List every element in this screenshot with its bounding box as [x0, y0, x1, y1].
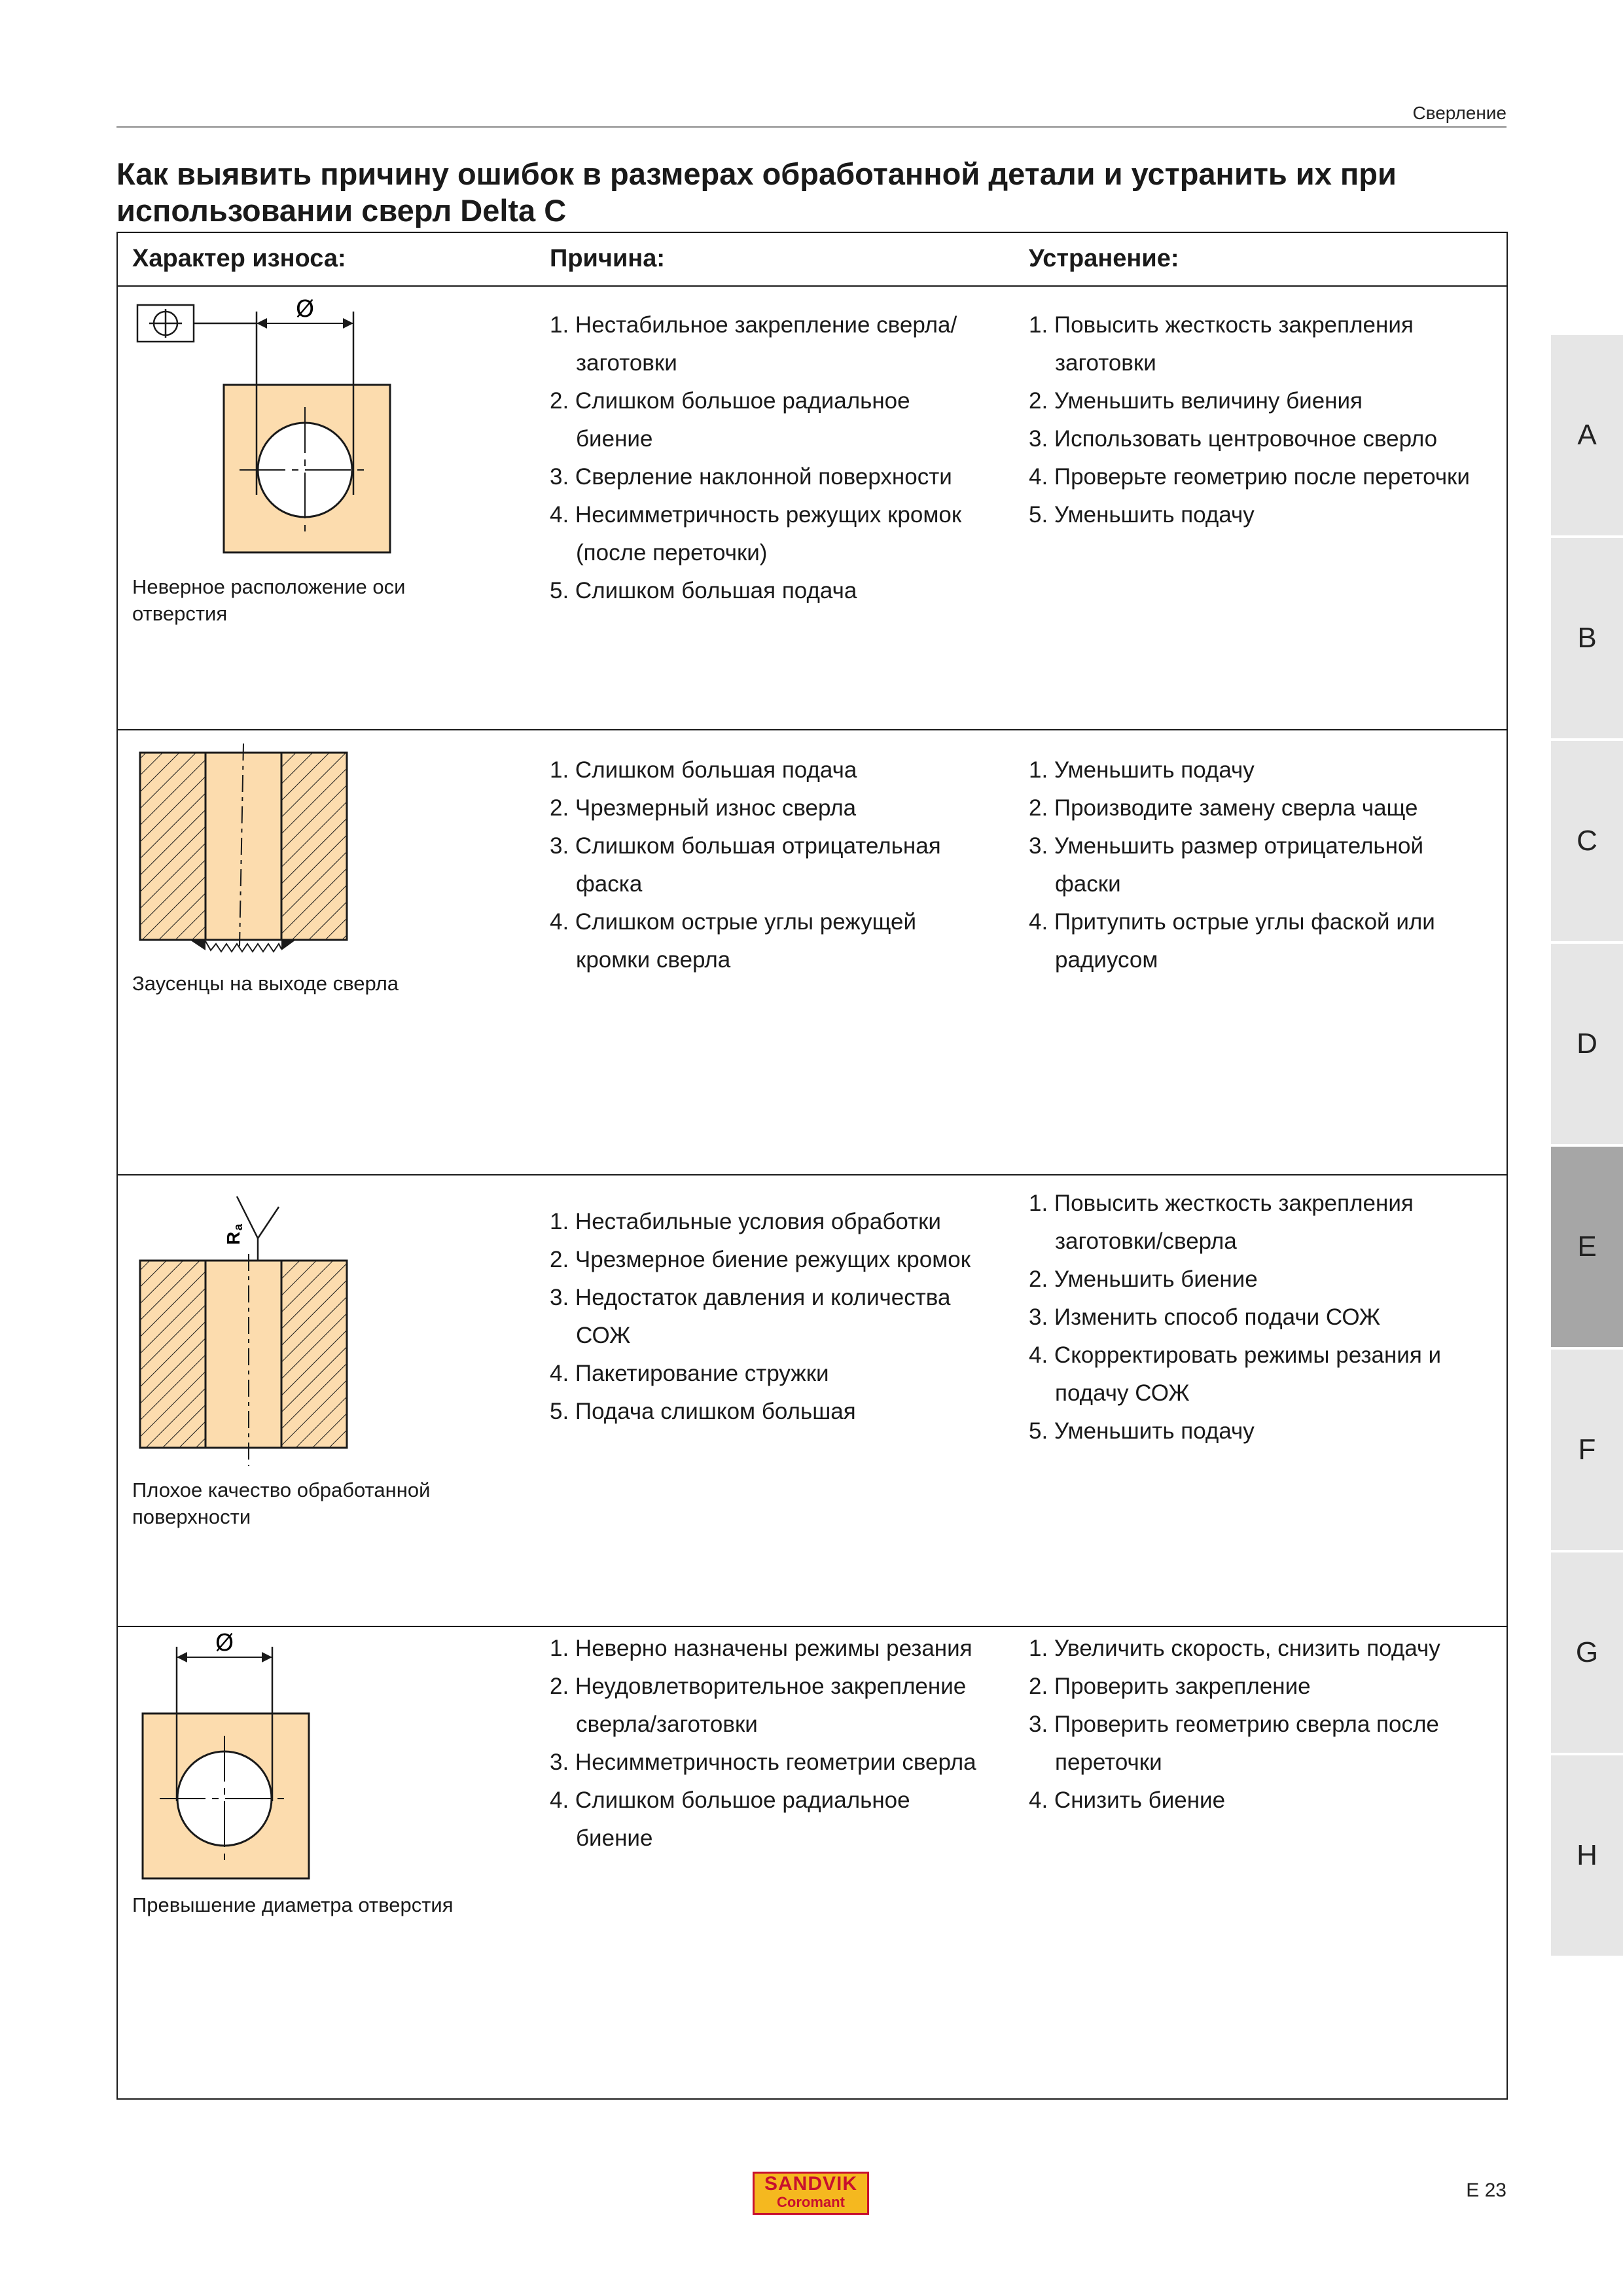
cause-item: 3. Слишком большая отрицательная фаска	[550, 833, 941, 897]
cause-item: 4. Пакетирование стружки	[550, 1361, 829, 1386]
hole-position-error-figure	[118, 285, 537, 600]
cause-item: 2. Чрезмерное биение режущих кромок	[550, 1247, 971, 1272]
wear-caption: Заусенцы на выходе сверла	[132, 972, 399, 995]
remedy-item: 2. Производите замену сверла чаще	[1029, 795, 1418, 821]
tab-a[interactable]: A	[1551, 335, 1623, 535]
remedy-item: 5. Уменьшить подачу	[1029, 502, 1255, 528]
roughness-subscript: a	[232, 1223, 245, 1230]
remedy-item: 2. Уменьшить величину биения	[1029, 388, 1363, 414]
header-rule	[116, 126, 1507, 128]
tab-h[interactable]: H	[1551, 1755, 1623, 1956]
diameter-symbol: Ø	[295, 296, 315, 323]
surface-quality-figure	[118, 1175, 537, 1483]
exit-burr-figure	[118, 730, 537, 979]
remedy-item: 4. Скорректировать режимы резания и подачу СОЖ	[1029, 1342, 1442, 1406]
header-remedy: Устранение:	[1029, 245, 1179, 272]
remedy-item: 3. Проверить геометрию сверла после переточки	[1029, 1712, 1439, 1775]
section-tabs	[1551, 335, 1623, 1958]
troubleshooting-table	[116, 232, 1508, 2100]
remedy-item: 1. Увеличить скорость, снизить подачу	[1029, 1636, 1440, 1661]
tab-c[interactable]: C	[1551, 741, 1623, 941]
oversize-diameter-figure	[118, 1627, 537, 1902]
wear-caption: Неверное расположение оси отверстия	[132, 575, 406, 625]
remedy-item: 4. Снизить биение	[1029, 1787, 1226, 1813]
logo-sub-text: Coromant	[777, 2194, 845, 2210]
tab-b[interactable]: B	[1551, 538, 1623, 738]
cause-item: 1. Слишком большая подача	[550, 757, 857, 783]
remedy-item: 1. Повысить жесткость закрепления заготовки	[1029, 312, 1414, 376]
table-row	[118, 285, 1507, 730]
sandvik-logo	[753, 2172, 869, 2215]
cause-item: 1. Нестабильные условия обработки	[550, 1209, 941, 1234]
table-row	[118, 1175, 1507, 1627]
remedy-list	[1029, 1630, 1487, 1820]
remedy-list	[1029, 306, 1487, 534]
remedy-item: 4. Притупить острые углы фаской или радиусом	[1029, 909, 1435, 973]
cause-item: 3. Недостаток давления и количества СОЖ	[550, 1285, 951, 1348]
cause-item: 5. Подача слишком большая	[550, 1399, 856, 1424]
remedy-list	[1029, 751, 1487, 979]
tab-e[interactable]: E	[1551, 1147, 1623, 1347]
header-cause: Причина:	[550, 245, 666, 272]
page-number: E 23	[1466, 2179, 1507, 2201]
cause-item: 4. Слишком большое радиальное биение	[550, 1787, 910, 1851]
logo-main-text: SANDVIK	[764, 2173, 857, 2195]
cause-item: 2. Слишком большое радиальное биение	[550, 388, 910, 452]
remedy-item: 2. Уменьшить биение	[1029, 1266, 1258, 1292]
tab-d[interactable]: D	[1551, 944, 1623, 1144]
cause-list	[550, 1203, 982, 1431]
cause-item: 1. Нестабильное закрепление сверла/заготовки	[550, 312, 957, 376]
remedy-item: 3. Уменьшить размер отрицательной фаски	[1029, 833, 1424, 897]
cause-item: 3. Сверление наклонной поверхности	[550, 464, 952, 490]
cause-item: 4. Слишком острые углы режущей кромки сверла	[550, 909, 917, 973]
remedy-item: 3. Использовать центровочное сверло	[1029, 426, 1438, 452]
wear-caption: Превышение диаметра отверстия	[132, 1893, 454, 1916]
cause-item: 2. Чрезмерный износ сверла	[550, 795, 857, 821]
remedy-item: 1. Повысить жесткость закрепления заготовки/сверла	[1029, 1191, 1414, 1254]
diameter-symbol: Ø	[215, 1630, 234, 1657]
remedy-item: 5. Уменьшить подачу	[1029, 1418, 1255, 1444]
cause-item: 2. Неудовлетворительное закрепление сверла/заготовки	[550, 1674, 967, 1737]
cause-item: 3. Несимметричность геометрии сверла	[550, 1749, 976, 1775]
cause-list	[550, 1630, 982, 1857]
tab-f[interactable]: F	[1551, 1350, 1623, 1550]
cause-item: 1. Неверно назначены режимы резания	[550, 1636, 972, 1661]
table-header	[118, 233, 1507, 287]
remedy-item: 2. Проверить закрепление	[1029, 1674, 1311, 1699]
section-label: Сверление	[1412, 103, 1507, 123]
cause-item: 5. Слишком большая подача	[550, 578, 857, 603]
wear-caption: Плохое качество обработанной поверхности	[132, 1479, 431, 1528]
cause-list	[550, 751, 982, 979]
table-row	[118, 1627, 1507, 2098]
remedy-list	[1029, 1185, 1487, 1450]
page-title: Как выявить причину ошибок в размерах обработанной детали и устранить их при использовании сверл Delta C	[116, 156, 1397, 228]
header-wear-type: Характер износа:	[132, 245, 346, 272]
cause-item: 4. Несимметричность режущих кромок (после переточки)	[550, 502, 962, 565]
remedy-item: 3. Изменить способ подачи СОЖ	[1029, 1304, 1381, 1330]
remedy-item: 1. Уменьшить подачу	[1029, 757, 1255, 783]
remedy-item: 4. Проверьте геометрию после переточки	[1029, 464, 1470, 490]
roughness-symbol: R	[223, 1231, 243, 1245]
cause-list	[550, 306, 982, 610]
tab-g[interactable]: G	[1551, 1552, 1623, 1753]
table-row	[118, 730, 1507, 1175]
